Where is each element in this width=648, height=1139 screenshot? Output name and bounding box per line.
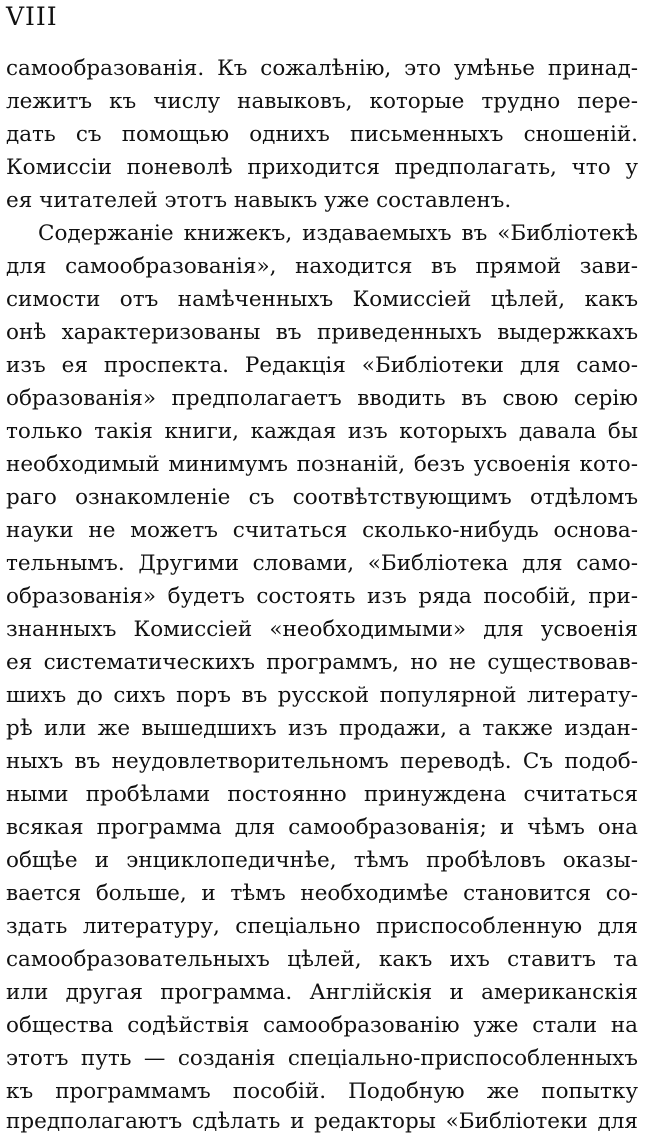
text-line: самообразовательныхъ цѣлей, какъ ихъ ставитъ та (6, 947, 638, 972)
text-line: этотъ путь — созданія спеціально-приспособленныхъ (6, 1046, 638, 1071)
text-line: самообразованія. Къ сожалѣнію, это умѣнье принад- (6, 56, 638, 81)
text-line: ея систематическихъ программъ, но не существовав- (6, 650, 638, 675)
text-line: для самообразованія», находится въ прямой зави- (6, 254, 638, 279)
text-line: симости отъ намѣченныхъ Комиссіей цѣлей, какъ (6, 287, 638, 312)
text-line: здать литературу, спеціально приспособленную для (6, 914, 638, 939)
text-line: рѣ или же вышедшихъ изъ продажи, а также издан- (6, 716, 638, 741)
text-line: Комиссіи поневолѣ приходится предполагать, что у (6, 155, 638, 180)
text-line: ными пробѣлами постоянно принуждена считаться (6, 782, 638, 807)
text-line: Содержаніе книжекъ, издаваемыхъ въ «Библіотекѣ (38, 221, 638, 246)
text-line: образованія» предполагаетъ вводить въ свою серію (6, 386, 638, 411)
text-line: къ программамъ пособій. Подобную же попытку (6, 1079, 638, 1104)
text-line: или другая программа. Англійскія и американскія (6, 980, 638, 1005)
text-line: предполагаютъ сдѣлать и редакторы «Библіотеки для (6, 1109, 638, 1134)
text-line: общества содѣйствія самообразованію уже стали на (6, 1013, 638, 1038)
text-line: шихъ до сихъ поръ въ русской популярной литерату- (6, 683, 638, 708)
text-line: ныхъ въ неудовлетворительномъ переводѣ. Съ подоб- (6, 749, 638, 774)
text-line: раго ознакомленіе съ соотвѣтствующимъ отдѣломъ (6, 485, 638, 510)
text-line: тельнымъ. Другими словами, «Библіотека для само- (6, 551, 638, 576)
text-line: науки не можетъ считаться сколько-нибудь основа- (6, 518, 638, 543)
text-line: всякая программа для самообразованія; и чѣмъ она (6, 815, 638, 840)
text-line: лежитъ къ числу навыковъ, которые трудно пере- (6, 89, 638, 114)
text-line: онѣ характеризованы въ приведенныхъ выдержкахъ (6, 320, 638, 345)
text-line: образованія» будетъ состоять изъ ряда пособій, при- (6, 584, 638, 609)
text-line: ея читателей этотъ навыкъ уже составленъ. (6, 188, 512, 213)
text-line: необходимый минимумъ познаній, безъ усвоенія кото- (6, 452, 638, 477)
text-line: общѣе и энциклопедичнѣе, тѣмъ пробѣловъ оказы- (6, 848, 638, 873)
text-line: изъ ея проспекта. Редакція «Библіотеки для само- (6, 353, 638, 378)
text-line: знанныхъ Комиссіей «необходимыми» для усвоенія (6, 617, 638, 642)
text-line: только такія книги, каждая изъ которыхъ давала бы (6, 419, 638, 444)
text-line: дать съ помощью однихъ письменныхъ сношеній. (6, 122, 638, 147)
text-line: вается больше, и тѣмъ необходимѣе становится со- (6, 881, 638, 906)
page-number: VIII (6, 2, 58, 31)
